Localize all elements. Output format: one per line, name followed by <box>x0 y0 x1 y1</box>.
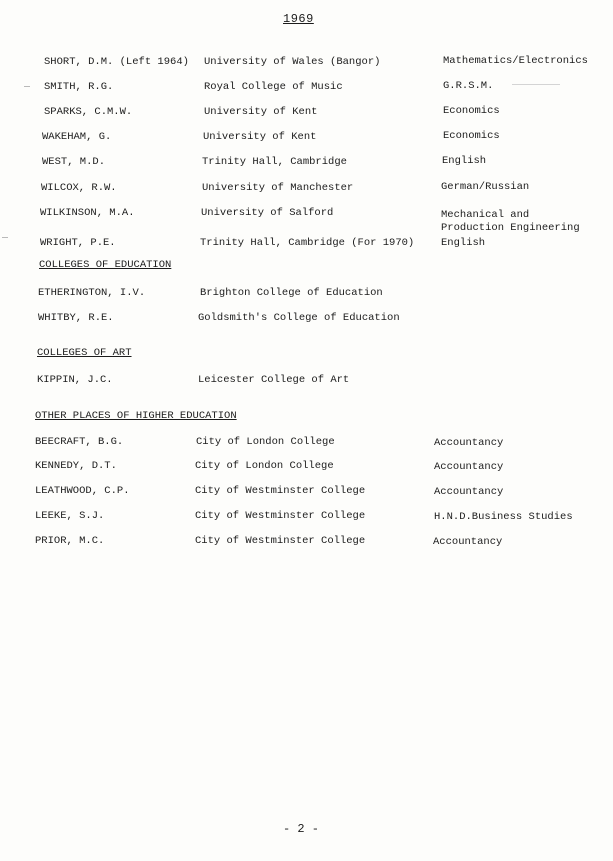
student-name: KENNEDY, D.T. <box>35 460 117 472</box>
subject: Accountancy <box>434 437 504 449</box>
student-name: WHITBY, R.E. <box>38 312 114 324</box>
student-name: ETHERINGTON, I.V. <box>38 287 146 299</box>
institution: City of Westminster College <box>195 485 366 497</box>
list-item <box>0 509 613 525</box>
student-name: SMITH, R.G. <box>44 81 114 93</box>
student-name: WILCOX, R.W. <box>41 182 117 194</box>
subject: G.R.S.M. <box>443 80 494 92</box>
institution: City of Westminster College <box>195 535 366 547</box>
student-name: WEST, M.D. <box>42 156 106 168</box>
student-name: LEATHWOOD, C.P. <box>35 485 130 497</box>
student-name: KIPPIN, J.C. <box>37 374 113 386</box>
institution: City of London College <box>195 460 334 472</box>
institution: University of Kent <box>203 131 317 143</box>
section-heading-colleges-of-education: COLLEGES OF EDUCATION <box>39 259 172 271</box>
subject: Accountancy <box>434 461 504 473</box>
institution: Brighton College of Education <box>200 287 383 299</box>
section-heading-other-places: OTHER PLACES OF HIGHER EDUCATION <box>35 410 237 422</box>
institution: University of Salford <box>201 207 334 219</box>
subject: Accountancy <box>434 486 504 498</box>
subject: English <box>441 237 486 249</box>
subject: Economics <box>443 105 500 117</box>
page-number: - 2 - <box>283 822 320 836</box>
subject: Economics <box>443 130 500 142</box>
list-item <box>0 236 613 252</box>
list-item <box>0 435 613 451</box>
institution: Leicester College of Art <box>198 374 350 386</box>
subject: English <box>442 155 487 167</box>
subject: H.N.D.Business Studies <box>434 511 573 523</box>
list-item <box>0 286 613 302</box>
section-heading-colleges-of-art: COLLEGES OF ART <box>37 347 132 359</box>
student-name: WAKEHAM, G. <box>42 131 112 143</box>
list-item <box>0 130 613 146</box>
list-item <box>0 55 613 71</box>
institution: Goldsmith's College of Education <box>198 312 400 324</box>
institution: City of Westminster College <box>195 510 366 522</box>
list-item <box>0 484 613 500</box>
institution: Trinity Hall, Cambridge <box>202 156 347 168</box>
list-item <box>0 534 613 550</box>
list-item <box>0 105 613 121</box>
institution: City of London College <box>196 436 335 448</box>
institution: University of Manchester <box>202 182 354 194</box>
list-item <box>0 155 613 171</box>
list-item <box>0 311 613 327</box>
student-name: PRIOR, M.C. <box>35 535 105 547</box>
list-item <box>0 459 613 475</box>
list-item <box>0 181 613 197</box>
subject: Mechanical and Production Engineering <box>441 209 580 234</box>
student-name: SHORT, D.M. (Left 1964) <box>44 56 189 68</box>
list-item <box>0 206 613 236</box>
list-item <box>0 373 613 389</box>
subject: German/Russian <box>441 181 530 193</box>
student-name: LEEKE, S.J. <box>35 510 105 522</box>
list-item <box>0 80 613 96</box>
student-name: BEECRAFT, B.G. <box>35 436 124 448</box>
subject: Mathematics/Electronics <box>443 55 588 67</box>
institution: Trinity Hall, Cambridge (For 1970) <box>200 237 415 249</box>
student-name: WRIGHT, P.E. <box>40 237 116 249</box>
student-name: WILKINSON, M.A. <box>40 207 135 219</box>
institution: University of Wales (Bangor) <box>204 56 381 68</box>
page-year-heading: 1969 <box>283 12 314 26</box>
student-name: SPARKS, C.M.W. <box>44 106 133 118</box>
institution: University of Kent <box>204 106 318 118</box>
subject: Accountancy <box>433 536 503 548</box>
institution: Royal College of Music <box>204 81 343 93</box>
